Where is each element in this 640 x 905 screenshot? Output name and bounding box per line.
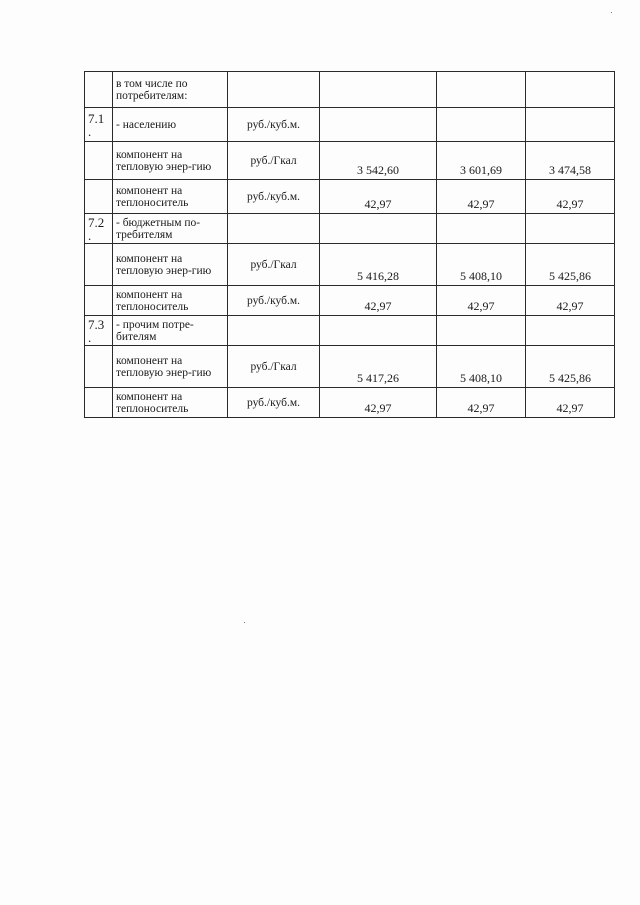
- row-number: 7.1 .: [85, 108, 113, 142]
- value-col-3: 42,97: [526, 180, 615, 214]
- value-col-3: 5 425,86: [526, 244, 615, 286]
- row-unit: руб./куб.м.: [228, 108, 320, 142]
- table-row: [85, 244, 615, 286]
- row-number: [85, 72, 113, 108]
- row-name: компонент на теплоноситель: [113, 286, 228, 316]
- table-row: [85, 108, 615, 142]
- value-col-3: 5 425,86: [526, 346, 615, 388]
- tariff-table: [84, 71, 615, 418]
- row-unit: руб./Гкал: [228, 244, 320, 286]
- value-col-2: [437, 72, 526, 108]
- table-row: [85, 142, 615, 180]
- value-col-2: [437, 108, 526, 142]
- table-row: [85, 388, 615, 418]
- row-number: [85, 346, 113, 388]
- row-name: компонент на тепловую энер-гию: [113, 346, 228, 388]
- value-col-2: 42,97: [437, 180, 526, 214]
- value-col-3: [526, 316, 615, 346]
- value-col-3: [526, 214, 615, 244]
- row-unit: руб./куб.м.: [228, 286, 320, 316]
- table-row: [85, 346, 615, 388]
- row-unit: [228, 214, 320, 244]
- value-col-1: [320, 316, 437, 346]
- value-col-3: 3 474,58: [526, 142, 615, 180]
- value-col-3: [526, 72, 615, 108]
- value-col-1: 42,97: [320, 388, 437, 418]
- row-name: компонент на теплоноситель: [113, 180, 228, 214]
- value-col-2: [437, 316, 526, 346]
- row-unit: руб./куб.м.: [228, 388, 320, 418]
- value-col-2: [437, 214, 526, 244]
- table-row: [85, 316, 615, 346]
- row-unit: [228, 72, 320, 108]
- row-name: в том числе по потребителям:: [113, 72, 228, 108]
- value-col-2: 5 408,10: [437, 244, 526, 286]
- value-col-1: [320, 108, 437, 142]
- value-col-1: 5 417,26: [320, 346, 437, 388]
- tariff-table-body: [85, 72, 615, 418]
- row-number: [85, 388, 113, 418]
- row-number: [85, 142, 113, 180]
- row-unit: руб./куб.м.: [228, 180, 320, 214]
- row-unit: руб./Гкал: [228, 142, 320, 180]
- value-col-1: [320, 214, 437, 244]
- row-name: - прочим потре-бителям: [113, 316, 228, 346]
- value-col-1: 42,97: [320, 180, 437, 214]
- value-col-3: [526, 108, 615, 142]
- value-col-1: [320, 72, 437, 108]
- row-unit: [228, 316, 320, 346]
- row-number: [85, 180, 113, 214]
- row-number: 7.3 .: [85, 316, 113, 346]
- row-name: компонент на теплоноситель: [113, 388, 228, 418]
- value-col-3: 42,97: [526, 388, 615, 418]
- value-col-3: 42,97: [526, 286, 615, 316]
- row-name: компонент на тепловую энер-гию: [113, 142, 228, 180]
- scan-speck: [244, 622, 245, 623]
- value-col-2: 5 408,10: [437, 346, 526, 388]
- row-number: [85, 286, 113, 316]
- row-name: - населению: [113, 108, 228, 142]
- table-row: [85, 214, 615, 244]
- row-unit: руб./Гкал: [228, 346, 320, 388]
- value-col-2: 3 601,69: [437, 142, 526, 180]
- value-col-1: 5 416,28: [320, 244, 437, 286]
- table-row: [85, 72, 615, 108]
- row-name: компонент на тепловую энер-гию: [113, 244, 228, 286]
- row-number: [85, 244, 113, 286]
- value-col-2: 42,97: [437, 286, 526, 316]
- table-row: [85, 180, 615, 214]
- value-col-1: 3 542,60: [320, 142, 437, 180]
- value-col-2: 42,97: [437, 388, 526, 418]
- table-row: [85, 286, 615, 316]
- row-number: 7.2 .: [85, 214, 113, 244]
- row-name: - бюджетным по-требителям: [113, 214, 228, 244]
- value-col-1: 42,97: [320, 286, 437, 316]
- scan-speck: [611, 12, 612, 13]
